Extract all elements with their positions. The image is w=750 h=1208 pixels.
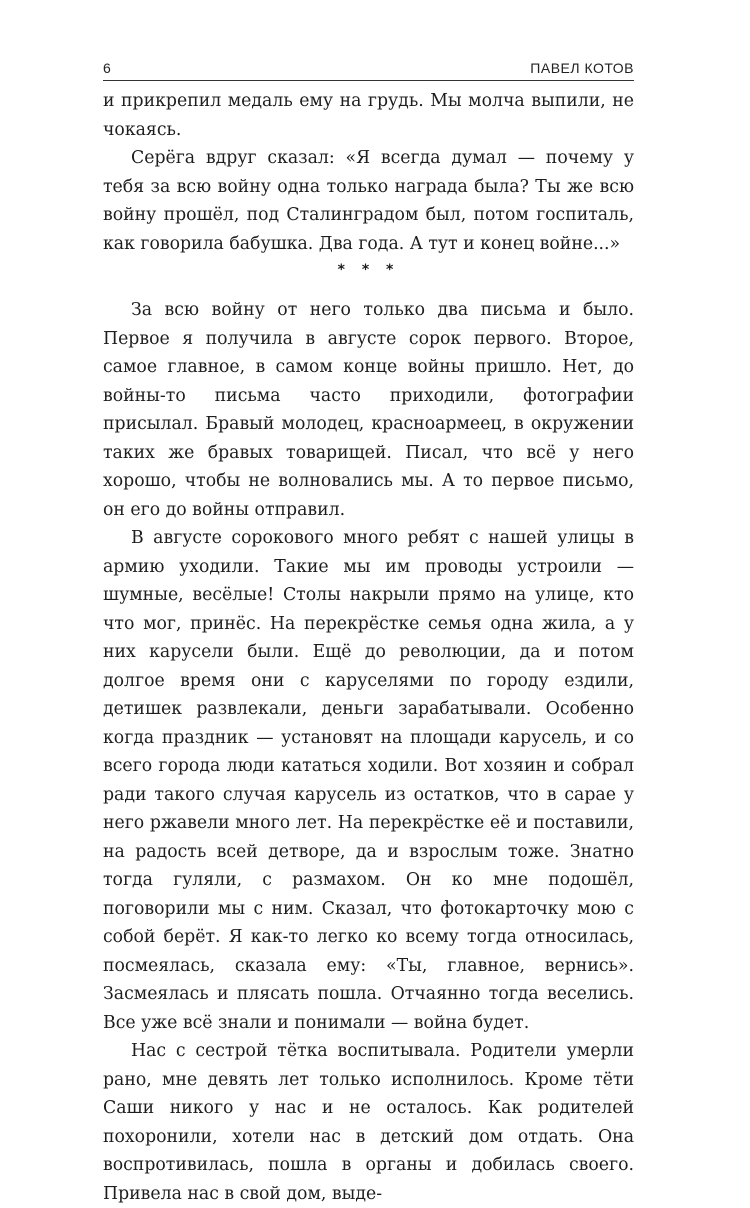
paragraph-continuation: и прикрепил медаль ему на грудь. Мы молча выпили, не чокаясь. [103, 91, 634, 140]
page-number: 6 [103, 60, 112, 76]
paragraph: За всю войну от него только два письма и было. Первое я получила в августе сорок первого. Второе, самое главное, в самом конце войны пришло. Нет, до войны-то письма часто приходили, фотографии присылал. Бравый молодец, красноармеец, в окружении таких же бравых товарищей. Писал, что всё у него хорошо, чтобы не волновались мы. А то первое письмо, он его до войны отправил. [103, 300, 634, 520]
paragraph: В августе сорокового много ребят с нашей улицы в армию уходили. Такие мы им проводы устроили — шумные, весёлые! Столы накрыли прямо на улице, кто что мог, принёс. На перекрёстке семья одна жила, а у них карусели были. Ещё до революции, да и потом долгое время они с каруселями по городу ездили, детишек развлекали, деньги зарабатывали. Особенно когда праздник — установят на площади карусель, и со всего города люди кататься ходили. Вот хозяин и собрал ради такого случая карусель из остатков, что в сарае у него ржавели много лет. На перекрёстке её и поставили, на радость всей детворе, да и взрослым тоже. Знатно тогда гуляли, с размахом. Он ко мне подошёл, поговорили мы с ним. Сказал, что фотокарточку мою с собой берёт. Я как-то легко ко всему тогда относилась, посмеялась, сказала ему: «Ты, главное, вернись». Засмеялась и плясать пошла. Отчаянно тогда веселись. Все уже всё знали и понимали — война будет. [103, 528, 634, 1033]
section-separator: * * * [337, 262, 400, 278]
paragraph: Серёга вдруг сказал: «Я всегда думал — почему у тебя за всю войну одна только награда была? Ты же всю войну прошёл, под Сталинградом был, потом госпиталь, как говорила бабушка. Два года. А тут и конец войне...» [103, 148, 634, 254]
text-block-before [103, 87, 634, 258]
text-block-after [103, 296, 634, 1208]
author-name: ПАВЕЛ КОТОВ [530, 60, 634, 76]
running-header [103, 60, 634, 82]
header-rule [103, 80, 634, 81]
paragraph: Нас с сестрой тётка воспитывала. Родители умерли рано, мне девять лет только исполнилось. Кроме тёти Саши никого у нас и не осталось. Как родителей похоронили, хотели нас в детский дом отдать. Она воспротивилась, пошла в органы и добилась своего. Привела нас в свой дом, выде- [103, 1041, 634, 1204]
